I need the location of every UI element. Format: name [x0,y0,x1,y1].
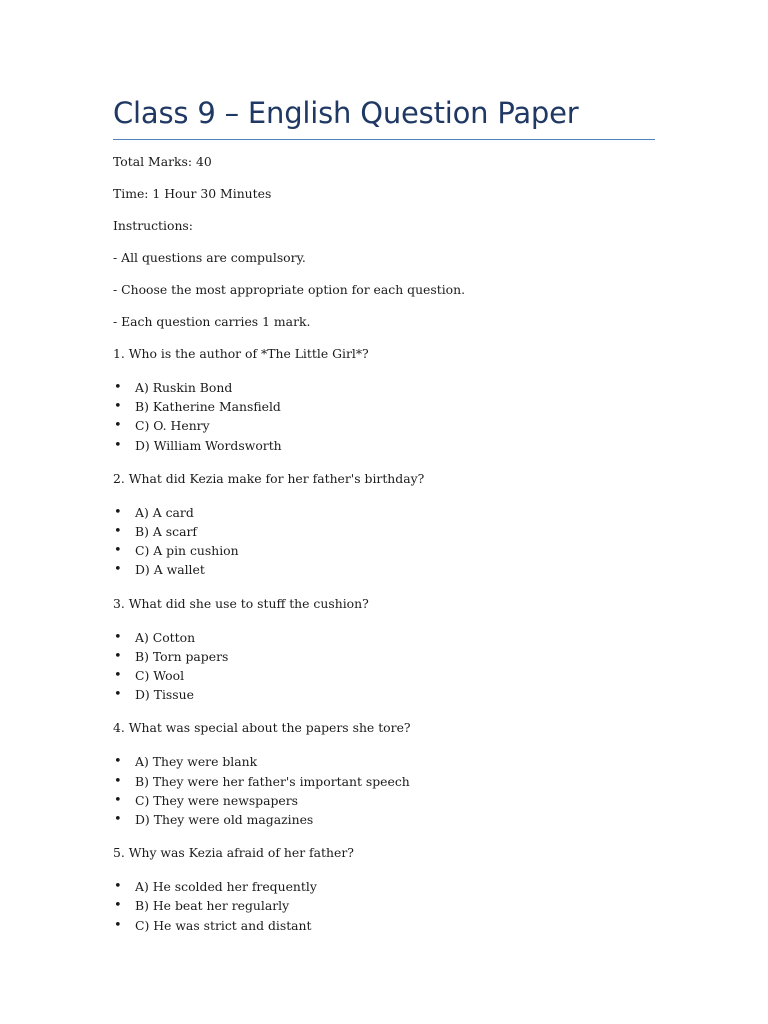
bullet-icon: • [114,754,122,770]
option-list [113,503,655,580]
option-item [113,791,655,810]
bullet-icon: • [114,380,122,395]
option-text: B) Katherine Mansfield [135,399,281,415]
option-list [113,628,655,705]
option-list [113,752,655,829]
bullet-icon: • [114,524,122,540]
paper-details [113,154,655,330]
question-5 [113,845,655,935]
bullet-icon: • [114,687,122,703]
option-text: A) A card [135,504,194,520]
option-text: A) Cotton [135,629,196,645]
bullet-icon: • [114,437,122,453]
option-text: C) O. Henry [135,418,210,434]
bullet-icon: • [114,648,122,664]
option-text: B) He beat her regularly [135,898,290,914]
bullet-icon: • [114,898,122,914]
bullet-icon: • [114,629,122,645]
option-text: B) A scarf [135,524,197,540]
option-item [113,666,655,685]
option-item [113,685,655,704]
bullet-icon: • [114,792,122,808]
question-4 [113,720,655,829]
option-text: C) They were newspapers [135,792,299,808]
option-item [113,522,655,541]
question-text: 3. What did she use to stuff the cushion? [113,595,369,611]
question-text: 1. Who is the author of *The Little Girl*? [113,346,369,361]
bullet-icon: • [114,418,122,434]
option-item [113,397,655,416]
option-text: A) He scolded her frequently [135,879,317,895]
bullet-icon: • [114,917,122,933]
option-text: D) William Wordsworth [135,437,282,453]
bullet-icon: • [114,879,122,895]
option-item [113,647,655,666]
question-text: 2. What did Kezia make for her father's birthday? [113,470,425,486]
question-text: 5. Why was Kezia afraid of her father? [113,845,354,861]
option-item [113,378,655,397]
option-item [113,877,655,896]
total-marks: Total Marks: 40 [113,154,212,169]
option-text: A) Ruskin Bond [135,380,233,395]
question-2 [113,471,655,580]
option-text: C) Wool [135,668,185,684]
question-1 [113,346,655,455]
bullet-icon: • [114,773,122,789]
bullet-icon: • [114,812,122,828]
option-item [113,896,655,915]
document-title: Class 9 – English Question Paper [113,94,655,140]
instruction-item: - Each question carries 1 mark. [113,314,311,329]
option-list [113,378,655,455]
option-text: B) Torn papers [135,648,229,664]
bullet-icon: • [114,562,122,578]
option-item [113,916,655,935]
document-page [113,94,655,951]
option-item [113,772,655,791]
option-item [113,436,655,455]
option-text: A) They were blank [135,754,258,770]
bullet-icon: • [114,543,122,559]
bullet-icon: • [114,504,122,520]
instructions-heading: Instructions: [113,218,193,233]
option-text: C) He was strict and distant [135,917,312,933]
question-text: 4. What was special about the papers she tore? [113,720,411,736]
bullet-icon: • [114,668,122,684]
option-item [113,541,655,560]
option-text: D) They were old magazines [135,812,314,828]
option-item [113,503,655,522]
bullet-icon: • [114,399,122,415]
option-text: B) They were her father's important speech [135,773,410,789]
option-text: D) Tissue [135,687,194,703]
option-item [113,560,655,579]
option-item [113,628,655,647]
question-3 [113,596,655,705]
option-item [113,810,655,829]
time-allowed: Time: 1 Hour 30 Minutes [113,186,272,201]
instruction-item: - Choose the most appropriate option for each question. [113,282,466,297]
option-item [113,752,655,771]
option-text: D) A wallet [135,562,205,578]
option-item [113,416,655,435]
instruction-item: - All questions are compulsory. [113,250,306,265]
option-text: C) A pin cushion [135,543,239,559]
option-list [113,877,655,935]
